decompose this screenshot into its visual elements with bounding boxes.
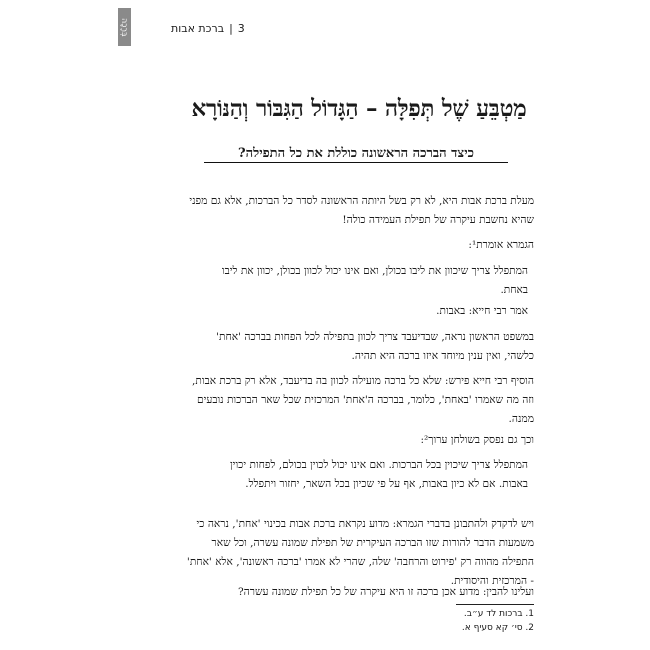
running-head xyxy=(171,22,245,35)
footnotes xyxy=(184,607,534,635)
paragraph-3: במשפט הראשון נראה, שבדיעבד צריך לכוון בתפילה לכל הפחות בברכה 'אחת' כלשהי, ואין ענין מיוחד איזו ברכה היא תהיה. xyxy=(216,331,534,362)
footnote-1: 1. ברכות לד ע״ב. xyxy=(463,609,534,619)
page-title: מַטְבֵּעַ שֶׁל תְּפִלָּה – הַגָּדוֹל הַגִּבּוֹר וְהַנּוֹרָא xyxy=(191,95,527,122)
quote-gemara: המתפלל צריך שיכוון את ליבו בכולן, ואם אינו יכול לכוון בכולן, יכוון את ליבו באחת. xyxy=(221,265,528,296)
paragraph-5: וכך גם נפסק בשולחן ערוך²: xyxy=(420,434,534,446)
running-head-section: ברכת אבות xyxy=(171,22,225,35)
paragraph-2: הגמרא אומרת¹: xyxy=(468,239,534,251)
quote-shulchan-aruch: המתפלל צריך שיכוין בכל הברכות. ואם אינו יכול לכוין בכולם, לפחות יכוין באבות. אם לא כיון באבות, אף על פי שכיון בכל השאר, יחזור ויתפלל. xyxy=(229,459,528,490)
paragraph-1: מעלת ברכת אבות היא, לא רק בשל היותה הראשונה לסדר כל הברכות, אלא גם מפני שהיא נחשבת עיקרה של תפילת העמידה כולה! xyxy=(189,195,534,226)
footnote-rule xyxy=(456,604,534,605)
paragraph-6: ויש לדקדק ולהתבונן בדברי הגמרא: מדוע נקראת ברכת אבות בכינוי 'אחת', נראה כי משמעות הדבר להורות שזו הברכה העיקרית של תפילת שמונה עשרה, וכל שאר התפילה מהווה רק 'פירוט והרחבה' שלה, שהרי לא אמרו 'ברכה ראשונה', אלא 'אחת' - המרכזית והיסודית. xyxy=(186,518,534,587)
chapter-side-tab: בְּרָכָה xyxy=(118,8,131,46)
page-number: 3 xyxy=(237,22,245,35)
quote-rabbi-chiya: אמר רבי חייא: באבות. xyxy=(436,305,528,317)
section-subtitle: כיצד הברכה הראשונה כוללת את כל התפילה? xyxy=(204,145,508,163)
running-head-separator: | xyxy=(229,22,233,35)
footnote-2: 2. סי׳ קא סעיף א. xyxy=(461,623,534,633)
paragraph-4: הוסיף רבי חייא פירש: שלא כל ברכה מועילה לכוון בה בדיעבד, אלא רק ברכת אבות, וזה מה שאמרו 'באחת', כלומר, בברכה ה'אחת' המרכזית שכל שאר הברכות נובעים ממנה. xyxy=(192,375,534,425)
paragraph-7: ועלינו להבין: מדוע אכן ברכה זו היא עיקרה של כל תפילת שמונה עשרה? xyxy=(237,586,534,598)
